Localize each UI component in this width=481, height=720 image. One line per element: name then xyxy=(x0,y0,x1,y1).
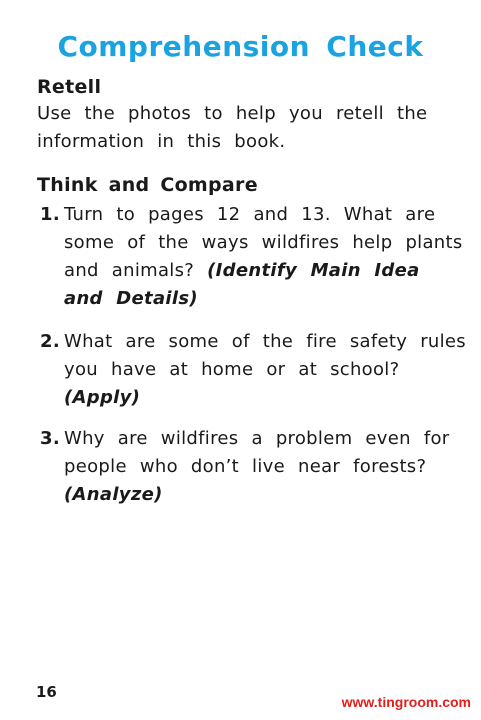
page-title: Comprehension Check xyxy=(57,30,424,63)
question-item xyxy=(36,425,466,509)
question-skill-tag: (Analyze) xyxy=(64,484,163,505)
question-number: 3. xyxy=(40,428,60,449)
question-number: 1. xyxy=(40,204,60,225)
question-item xyxy=(36,201,466,313)
think-compare-heading: Think and Compare xyxy=(37,174,258,196)
question-text: Why are wildfires a problem even for people who don’t live near forests? xyxy=(64,428,450,477)
question-text: What are some of the fire safety rules you have at home or at school? xyxy=(64,331,466,380)
page-number: 16 xyxy=(36,683,57,701)
question-item xyxy=(36,328,466,412)
question-number: 2. xyxy=(40,331,60,352)
question-skill-tag: (Apply) xyxy=(64,387,141,408)
retell-heading: Retell xyxy=(37,76,102,98)
question-text: Turn to pages 12 and 13. What are some of the ways wildfires help plants and animals? xyxy=(64,204,463,281)
question-body xyxy=(64,328,466,412)
question-body xyxy=(64,201,466,313)
question-body xyxy=(64,425,466,509)
retell-paragraph: Use the photos to help you retell the information in this book. xyxy=(37,103,428,152)
watermark-link[interactable]: www.tingroom.com xyxy=(341,694,471,710)
question-skill-tag: (Identify Main Idea and Details) xyxy=(64,260,420,309)
